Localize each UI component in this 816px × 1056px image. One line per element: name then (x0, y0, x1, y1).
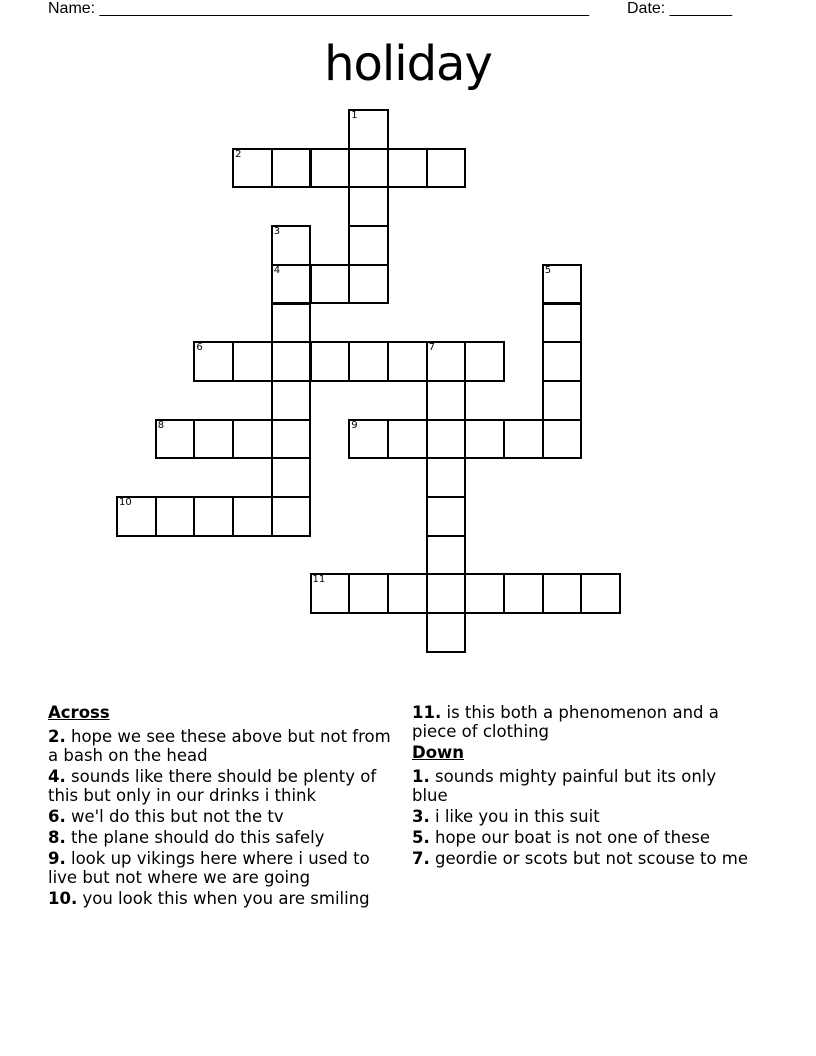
grid-cell[interactable] (193, 419, 234, 460)
clue-number-label: 6 (196, 342, 203, 354)
grid-cell[interactable] (232, 341, 273, 382)
clue-number-label: 2 (235, 148, 242, 160)
grid-cell[interactable] (503, 573, 544, 614)
across-heading: Across (48, 703, 110, 722)
grid-cell[interactable] (271, 148, 312, 189)
clue-text: look up vikings here where i used to live but not where we are going (48, 849, 370, 887)
clue-number-label: 3 (273, 226, 281, 238)
clue-text: we'l do this but not the tv (71, 807, 284, 826)
grid-cell[interactable] (271, 496, 312, 537)
grid-cell[interactable] (542, 264, 583, 305)
grid-cell[interactable] (426, 148, 467, 189)
clue-text: sounds like there should be plenty of this but only in our drinks i think (48, 767, 377, 805)
grid-cell[interactable] (387, 341, 428, 382)
clue-number: 7. (412, 849, 430, 868)
clues-column-right (412, 703, 752, 870)
name-blank[interactable]: _______________________________________________________ (99, 0, 589, 17)
grid-cell[interactable] (426, 535, 467, 576)
puzzle-title: holiday (324, 36, 492, 92)
clue-number-label: 4 (273, 264, 281, 276)
grid-cell[interactable] (426, 573, 467, 614)
clue-text: hope our boat is not one of these (435, 828, 711, 847)
clue-across-10 (48, 889, 398, 908)
grid-cell[interactable] (348, 109, 389, 150)
clue-text: i like you in this suit (435, 807, 600, 826)
grid-cell[interactable] (542, 573, 583, 614)
date-label: Date: (627, 0, 666, 17)
clue-number-label: 9 (351, 419, 358, 431)
grid-cell[interactable] (426, 457, 467, 498)
grid-cell[interactable] (193, 341, 234, 382)
grid-cell[interactable] (426, 612, 467, 653)
grid-cell[interactable] (348, 225, 389, 266)
clues-column-left (48, 703, 398, 910)
clue-down-3 (412, 807, 752, 826)
grid-cell[interactable] (232, 496, 273, 537)
clue-number: 11. (412, 703, 442, 722)
grid-cell[interactable] (271, 380, 312, 421)
grid-cell[interactable] (426, 341, 467, 382)
grid-cell[interactable] (271, 225, 312, 266)
clue-text: is this both a phenomenon and a piece of clothing (412, 703, 719, 741)
clue-across-4 (48, 767, 398, 805)
grid-cell[interactable] (348, 341, 389, 382)
grid-cell[interactable] (271, 264, 312, 305)
grid-cell[interactable] (271, 303, 312, 344)
clue-text: hope we see these above but not from a bash on the head (48, 727, 391, 765)
grid-cell[interactable] (348, 419, 389, 460)
clue-across-9 (48, 849, 398, 887)
grid-cell[interactable] (271, 341, 312, 382)
clue-number: 1. (412, 767, 430, 786)
grid-cell[interactable] (542, 419, 583, 460)
clue-across-11 (412, 703, 752, 741)
clue-number-label: 10 (119, 497, 132, 508)
grid-cell[interactable] (348, 148, 389, 189)
grid-cell[interactable] (387, 148, 428, 189)
clue-text: sounds mighty painful but its only blue (412, 767, 717, 805)
clue-number-label: 5 (544, 264, 552, 276)
grid-cell[interactable] (348, 573, 389, 614)
grid-cell[interactable] (503, 419, 544, 460)
clue-number: 9. (48, 849, 66, 868)
grid-cell[interactable] (310, 573, 351, 614)
clue-down-1 (412, 767, 752, 805)
grid-cell[interactable] (464, 573, 505, 614)
clue-number: 4. (48, 767, 66, 786)
clue-number: 6. (48, 807, 66, 826)
clue-number: 8. (48, 828, 66, 847)
grid-cell[interactable] (387, 419, 428, 460)
grid-cell[interactable] (155, 419, 196, 460)
grid-cell[interactable] (542, 303, 583, 344)
grid-cell[interactable] (116, 496, 157, 537)
clue-down-5 (412, 828, 752, 847)
clue-number: 10. (48, 889, 78, 908)
grid-cell[interactable] (387, 573, 428, 614)
name-label: Name: (48, 0, 96, 17)
grid-cell[interactable] (426, 419, 467, 460)
clue-number-label: 1 (351, 110, 358, 121)
grid-cell[interactable] (426, 380, 467, 421)
grid-cell[interactable] (464, 341, 505, 382)
grid-cell[interactable] (348, 186, 389, 227)
grid-cell[interactable] (271, 419, 312, 460)
grid-cell[interactable] (310, 148, 351, 189)
date-blank[interactable]: _______ (669, 0, 732, 17)
grid-cell[interactable] (193, 496, 234, 537)
grid-cell[interactable] (580, 573, 621, 614)
grid-cell[interactable] (232, 419, 273, 460)
grid-cell[interactable] (348, 264, 389, 305)
grid-cell[interactable] (426, 496, 467, 537)
clue-text: geordie or scots but not scouse to me (435, 849, 749, 868)
clue-number: 2. (48, 727, 66, 746)
grid-cell[interactable] (232, 148, 273, 189)
clue-number: 5. (412, 828, 430, 847)
grid-cell[interactable] (464, 419, 505, 460)
grid-cell[interactable] (155, 496, 196, 537)
clue-number-label: 7 (428, 342, 435, 354)
clue-number-label: 11 (312, 574, 326, 586)
clue-number: 3. (412, 807, 430, 826)
clue-number-label: 8 (157, 419, 165, 431)
down-heading: Down (412, 743, 465, 762)
clue-down-7 (412, 849, 752, 868)
grid-cell[interactable] (542, 380, 583, 421)
clue-across-8 (48, 828, 398, 847)
clue-text: the plane should do this safely (71, 828, 325, 847)
clue-across-2 (48, 727, 398, 765)
clue-text: you look this when you are smiling (82, 889, 370, 908)
grid-cell[interactable] (271, 457, 312, 498)
grid-cell[interactable] (310, 264, 351, 305)
grid-cell[interactable] (542, 341, 583, 382)
grid-cell[interactable] (310, 341, 351, 382)
clue-across-6 (48, 807, 398, 826)
